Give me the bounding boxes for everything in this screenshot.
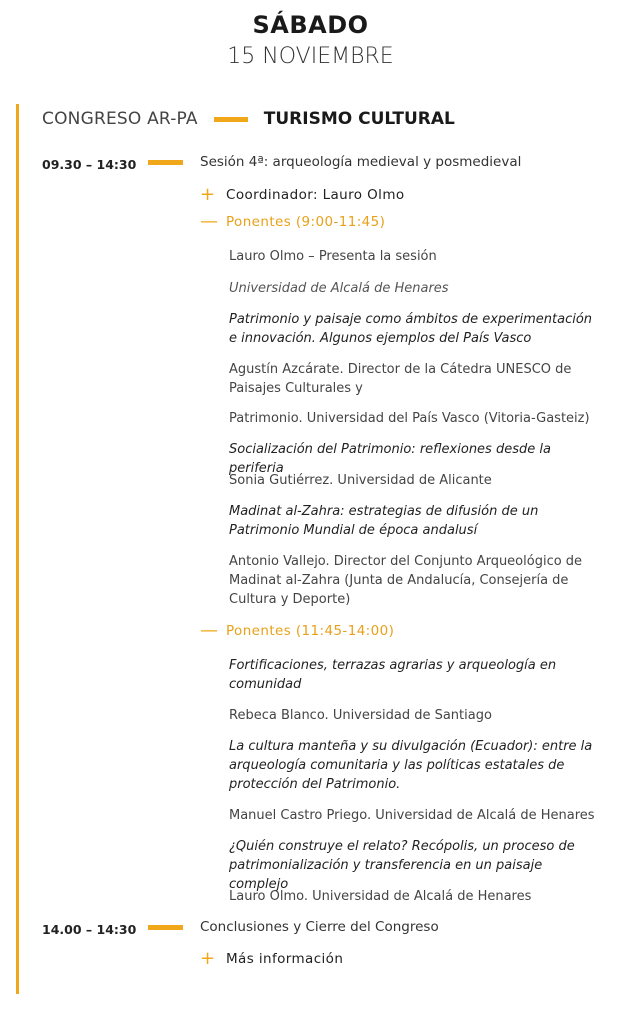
ponentes-morning-label: Ponentes (9:00-11:45): [226, 214, 386, 230]
congress-heading: [42, 108, 455, 130]
speaker: Antonio Vallejo. Director del Conjunto Arqueológico de Madinat al-Zahra (Junta de Andalucía, Consejería de Cultura y Deporte): [229, 554, 583, 607]
talk-title: La cultura manteña y su divulgación (Ecuador): entre la arqueología comunitaria y las políticas estatales de protección del Patrimonio.: [229, 739, 593, 792]
speaker: Sonia Gutiérrez. Universidad de Alicante: [229, 473, 492, 488]
session-title: Sesión 4ª: arqueología medieval y posmedieval: [200, 154, 522, 170]
plus-icon: +: [200, 184, 216, 205]
plus-icon: +: [200, 948, 216, 969]
session-dash: [148, 925, 183, 930]
more-info-toggle[interactable]: [200, 948, 344, 969]
minus-icon: —: [200, 211, 219, 232]
coordinator-toggle[interactable]: [200, 184, 405, 205]
ponentes-morning-toggle[interactable]: [200, 211, 386, 232]
list-item: Lauro Olmo – Presenta la sesión: [229, 249, 437, 264]
day-header: [0, 8, 621, 72]
more-info-label: Más información: [226, 951, 344, 967]
coordinator-label: Coordinador: Lauro Olmo: [226, 187, 405, 203]
day-date: 15 NOVIEMBRE: [227, 44, 394, 69]
speaker: Patrimonio. Universidad del País Vasco (Vitoria-Gasteiz): [229, 411, 590, 426]
congress-topic: TURISMO CULTURAL: [263, 109, 455, 129]
speaker: Agustín Azcárate. Director de la Cátedra UNESCO de Paisajes Culturales y: [229, 362, 572, 396]
session-time: 14.00 – 14:30: [42, 922, 137, 937]
list-item: Universidad de Alcalá de Henares: [229, 281, 449, 296]
day-name: SÁBADO: [252, 11, 369, 39]
talk-title: ¿Quién construye el relato? Recópolis, un proceso de patrimonialización y transferencia en un paisaje complejo: [229, 839, 575, 892]
speaker: Manuel Castro Priego. Universidad de Alcalá de Henares: [229, 808, 595, 823]
talk-title: Madinat al-Zahra: estrategias de difusión de un Patrimonio Mundial de época andalusí: [229, 504, 539, 538]
talk-title: Patrimonio y paisaje como ámbitos de experimentación e innovación. Algunos ejemplos del País Vasco: [229, 312, 593, 346]
session-title: Conclusiones y Cierre del Congreso: [200, 919, 439, 935]
congress-label: CONGRESO AR-PA: [42, 109, 198, 129]
talk-title: Fortificaciones, terrazas agrarias y arqueología en comunidad: [229, 658, 557, 692]
ponentes-late-toggle[interactable]: [200, 620, 395, 641]
session-time: 09.30 – 14:30: [42, 157, 137, 172]
congress-dash: [214, 117, 248, 122]
session-dash: [148, 160, 183, 165]
ponentes-late-label: Ponentes (11:45-14:00): [226, 623, 395, 639]
speaker: Lauro Olmo. Universidad de Alcalá de Henares: [229, 889, 532, 904]
speaker: Rebeca Blanco. Universidad de Santiago: [229, 708, 492, 723]
talk-title: Socialización del Patrimonio: reflexiones desde la periferia: [229, 442, 551, 476]
timeline-bar: [16, 104, 19, 994]
minus-icon: —: [200, 620, 219, 641]
